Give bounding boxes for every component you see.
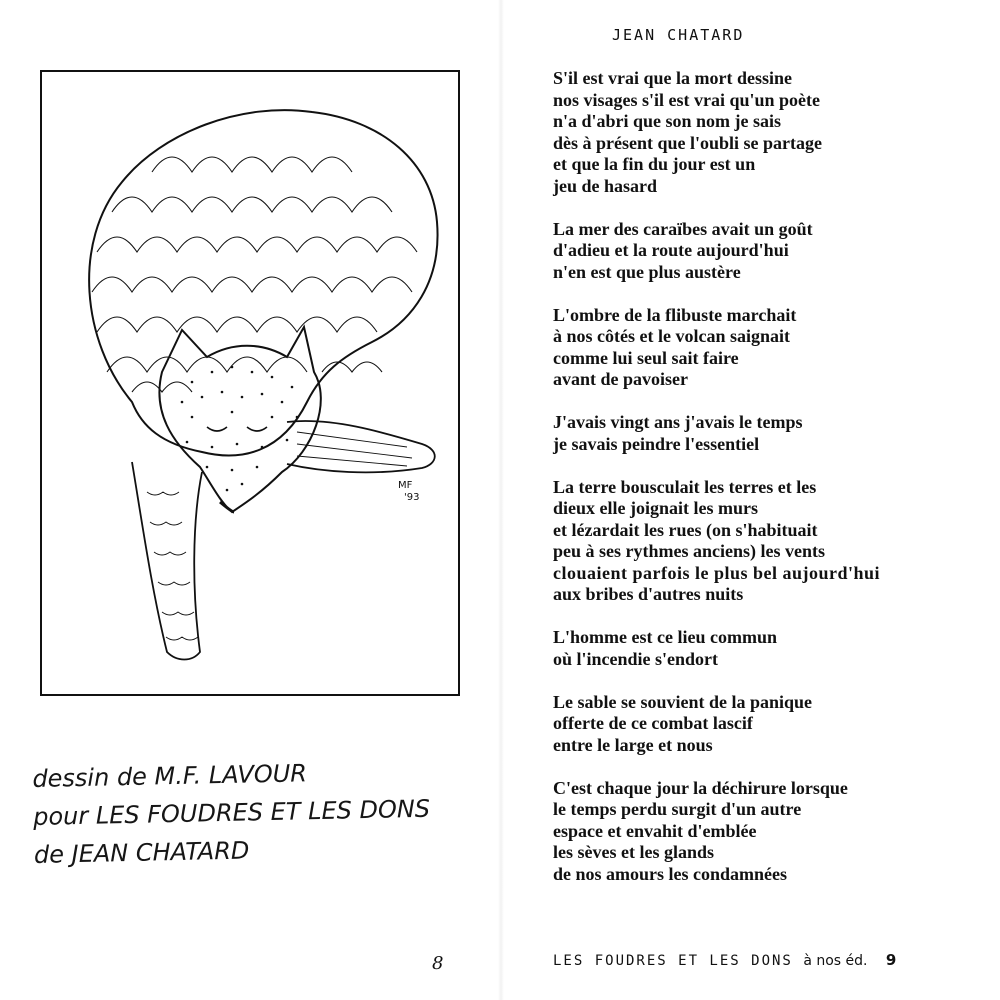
artist-monogram: MF [398, 480, 413, 491]
poem-line: S'il est vrai que la mort dessine [553, 68, 792, 88]
poem-line: peu à ses rythmes anciens) les vents [553, 541, 825, 561]
poem-line: à nos côtés et le volcan saignait [553, 326, 790, 346]
poem-line: et que la fin du jour est un [553, 154, 756, 174]
poem-line: aux bribes d'autres nuits [553, 584, 744, 604]
poem-line: n'a d'abri que son nom je sais [553, 111, 782, 131]
stanza [553, 305, 973, 391]
poem-line: entre le large et nous [553, 734, 713, 755]
poem-line: où l'incendie s'endort [553, 648, 719, 669]
feather-pattern [92, 157, 417, 392]
illustration-frame [40, 70, 460, 696]
caption-line-2: pour LES FOUDRES ET LES DONS [32, 794, 431, 831]
stanza [553, 692, 973, 757]
poem-line: L'homme est ce lieu commun [553, 627, 777, 647]
gutter [498, 0, 504, 1000]
stanza [553, 219, 973, 284]
publisher: à nos éd. [803, 953, 868, 969]
book-title: LES FOUDRES ET LES DONS [553, 953, 793, 969]
running-footer [553, 951, 898, 969]
poem-line: La terre bousculait les terres et les [553, 476, 817, 497]
poem [553, 68, 973, 907]
stanza [553, 627, 973, 670]
stanza [553, 778, 973, 886]
poem-line: jeu de hasard [553, 175, 658, 196]
fox-illustration [42, 72, 458, 694]
fox-tail [132, 462, 202, 660]
monogram [398, 480, 419, 503]
poem-line: et lézardait les rues (on s'habituait [553, 519, 818, 540]
caption-line-3: de JEAN CHATARD [33, 836, 250, 869]
poem-line: n'en est que plus austère [553, 261, 741, 282]
poem-line: L'ombre de la flibuste marchait [553, 304, 797, 325]
poem-line: clouaient parfois le plus bel aujourd'hui [553, 562, 881, 583]
poem-line: le temps perdu surgit d'un autre [553, 799, 802, 819]
poem-line: de nos amours les condamnées [553, 863, 788, 884]
poem-line: Le sable se souvient de la panique [553, 691, 813, 712]
poem-line: La mer des caraïbes avait un goût [553, 218, 813, 239]
stanza [553, 477, 973, 606]
poem-line: C'est chaque jour la déchirure lorsque [553, 777, 848, 798]
artist-year: '93 [404, 492, 420, 503]
poem-line: d'adieu et la route aujourd'hui [553, 240, 789, 260]
author-heading: JEAN CHATARD [612, 26, 745, 44]
caption-line-1: dessin de M.F. LAVOUR [32, 759, 308, 793]
poem-line: comme lui seul sait faire [553, 347, 739, 368]
poem-line: J'avais vingt ans j'avais le temps [553, 412, 803, 432]
poem-line: offerte de ce combat lascif [553, 713, 753, 733]
fox-paw [287, 421, 435, 472]
poem-line: dieux elle joignait les murs [553, 498, 758, 518]
poem-line: je savais peindre l'essentiel [553, 433, 760, 454]
left-page-number: 8 [432, 953, 444, 974]
poem-line: avant de pavoiser [553, 369, 688, 389]
poem-line: les sèves et les glands [553, 842, 714, 862]
handwritten-caption [32, 751, 464, 874]
poem-line: espace et envahit d'emblée [553, 820, 757, 841]
stanza [553, 412, 973, 455]
poem-line: dès à présent que l'oubli se partage [553, 132, 823, 153]
poem-line: nos visages s'il est vrai qu'un poète [553, 89, 821, 110]
stanza [553, 68, 973, 197]
right-page-number: 9 [885, 951, 899, 969]
